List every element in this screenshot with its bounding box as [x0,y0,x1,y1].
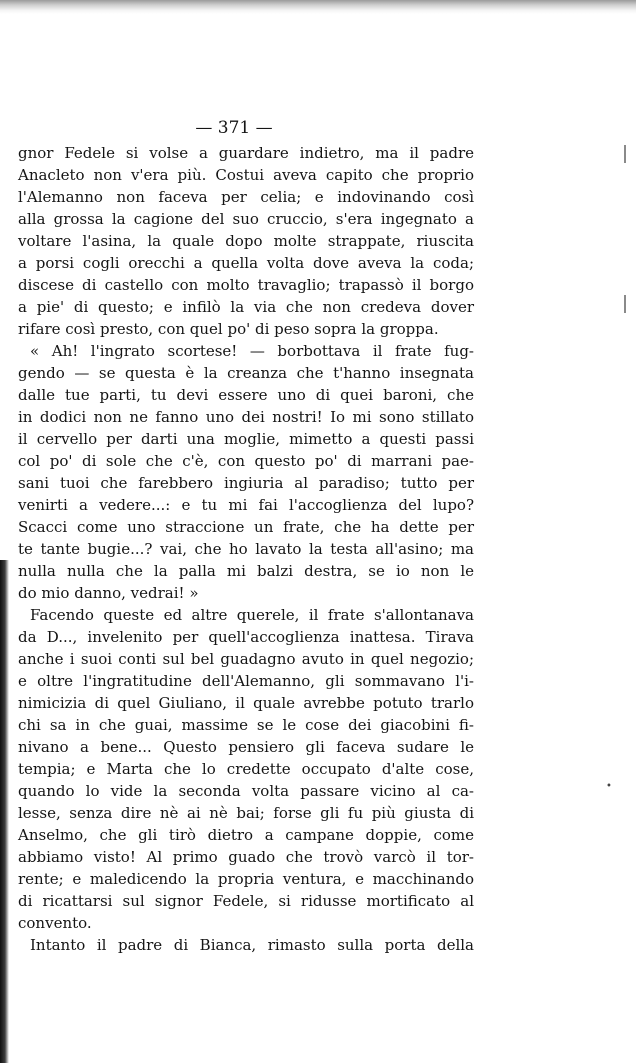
text-line: lesse, senza dire nè ai nè bai; forse gli fu più giusta di [18,804,474,822]
page-top-edge [0,0,636,14]
ink-speck: • [606,781,612,792]
text-line: nulla nulla che la palla mi balzi destra, se io non le [18,562,474,580]
text-line: convento. [18,914,92,932]
page-number: — 371 — [195,118,273,138]
text-line: voltare l'asina, la quale dopo molte strappate, riuscita [18,232,474,250]
text-line: do mio danno, vedrai! » [18,584,199,602]
text-line: il cervello per darti una moglie, mimetto a questi passi [18,430,474,448]
text-line: rifare così presto, con quel po' di peso sopra la groppa. [18,320,439,338]
text-line: gendo — se questa è la creanza che t'hanno insegnata [18,364,474,382]
text-line: venirti a vedere...: e tu mi fai l'accoglienza del lupo? [18,496,474,514]
text-line: Intanto il padre di Bianca, rimasto sulla porta della [30,936,474,954]
text-line: rente; e maledicendo la propria ventura, e macchinando [18,870,474,888]
text-line: a pie' di questo; e infilò la via che non credeva dover [18,298,474,316]
text-line: quando lo vide la seconda volta passare vicino al ca- [18,782,474,800]
text-line: chi sa in che guai, massime se le cose dei giacobini fi- [18,716,474,734]
text-line: discese di castello con molto travaglio; trapassò il borgo [18,276,474,294]
text-line: in dodici non ne fanno uno dei nostri! Io mi sono stillato [18,408,474,426]
text-line: Anacleto non v'era più. Costui aveva capito che proprio [18,166,474,184]
text-line: nivano a bene... Questo pensiero gli faceva sudare le [18,738,474,756]
margin-mark [624,295,626,313]
text-line: l'Alemanno non faceva per celia; e indovinando così [18,188,474,206]
text-line: Anselmo, che gli tirò dietro a campane doppie, come [18,826,474,844]
text-line: te tante bugie...? vai, che ho lavato la testa all'asino; ma [18,540,474,558]
text-line: gnor Fedele si volse a guardare indietro, ma il padre [18,144,474,162]
text-line: anche i suoi conti sul bel guadagno avuto in quel negozio; [18,650,474,668]
page-left-edge [0,560,9,1063]
text-line: « Ah! l'ingrato scortese! — borbottava il frate fug- [30,342,474,360]
text-line: tempia; e Marta che lo credette occupato d'alte cose, [18,760,474,778]
text-line: da D..., invelenito per quell'accoglienza inattesa. Tirava [18,628,474,646]
text-line: alla grossa la cagione del suo cruccio, s'era ingegnato a [18,210,474,228]
text-line: Facendo queste ed altre querele, il frate s'allontanava [30,606,474,624]
page-text [18,142,474,956]
text-line: abbiamo visto! Al primo guado che trovò varcò il tor- [18,848,474,866]
margin-mark [624,145,626,163]
text-line: nimicizia di quel Giuliano, il quale avrebbe potuto trarlo [18,694,474,712]
text-line: e oltre l'ingratitudine dell'Alemanno, gli sommavano l'i- [18,672,474,690]
text-line: di ricattarsi sul signor Fedele, si ridusse mortificato al [18,892,474,910]
text-line: dalle tue parti, tu devi essere uno di quei baroni, che [18,386,474,404]
text-line: Scacci come uno straccione un frate, che ha dette per [18,518,474,536]
text-line: a porsi cogli orecchi a quella volta dove aveva la coda; [18,254,474,272]
text-line: sani tuoi che farebbero ingiuria al paradiso; tutto per [18,474,474,492]
text-line: col po' di sole che c'è, con questo po' di marrani pae- [18,452,474,470]
